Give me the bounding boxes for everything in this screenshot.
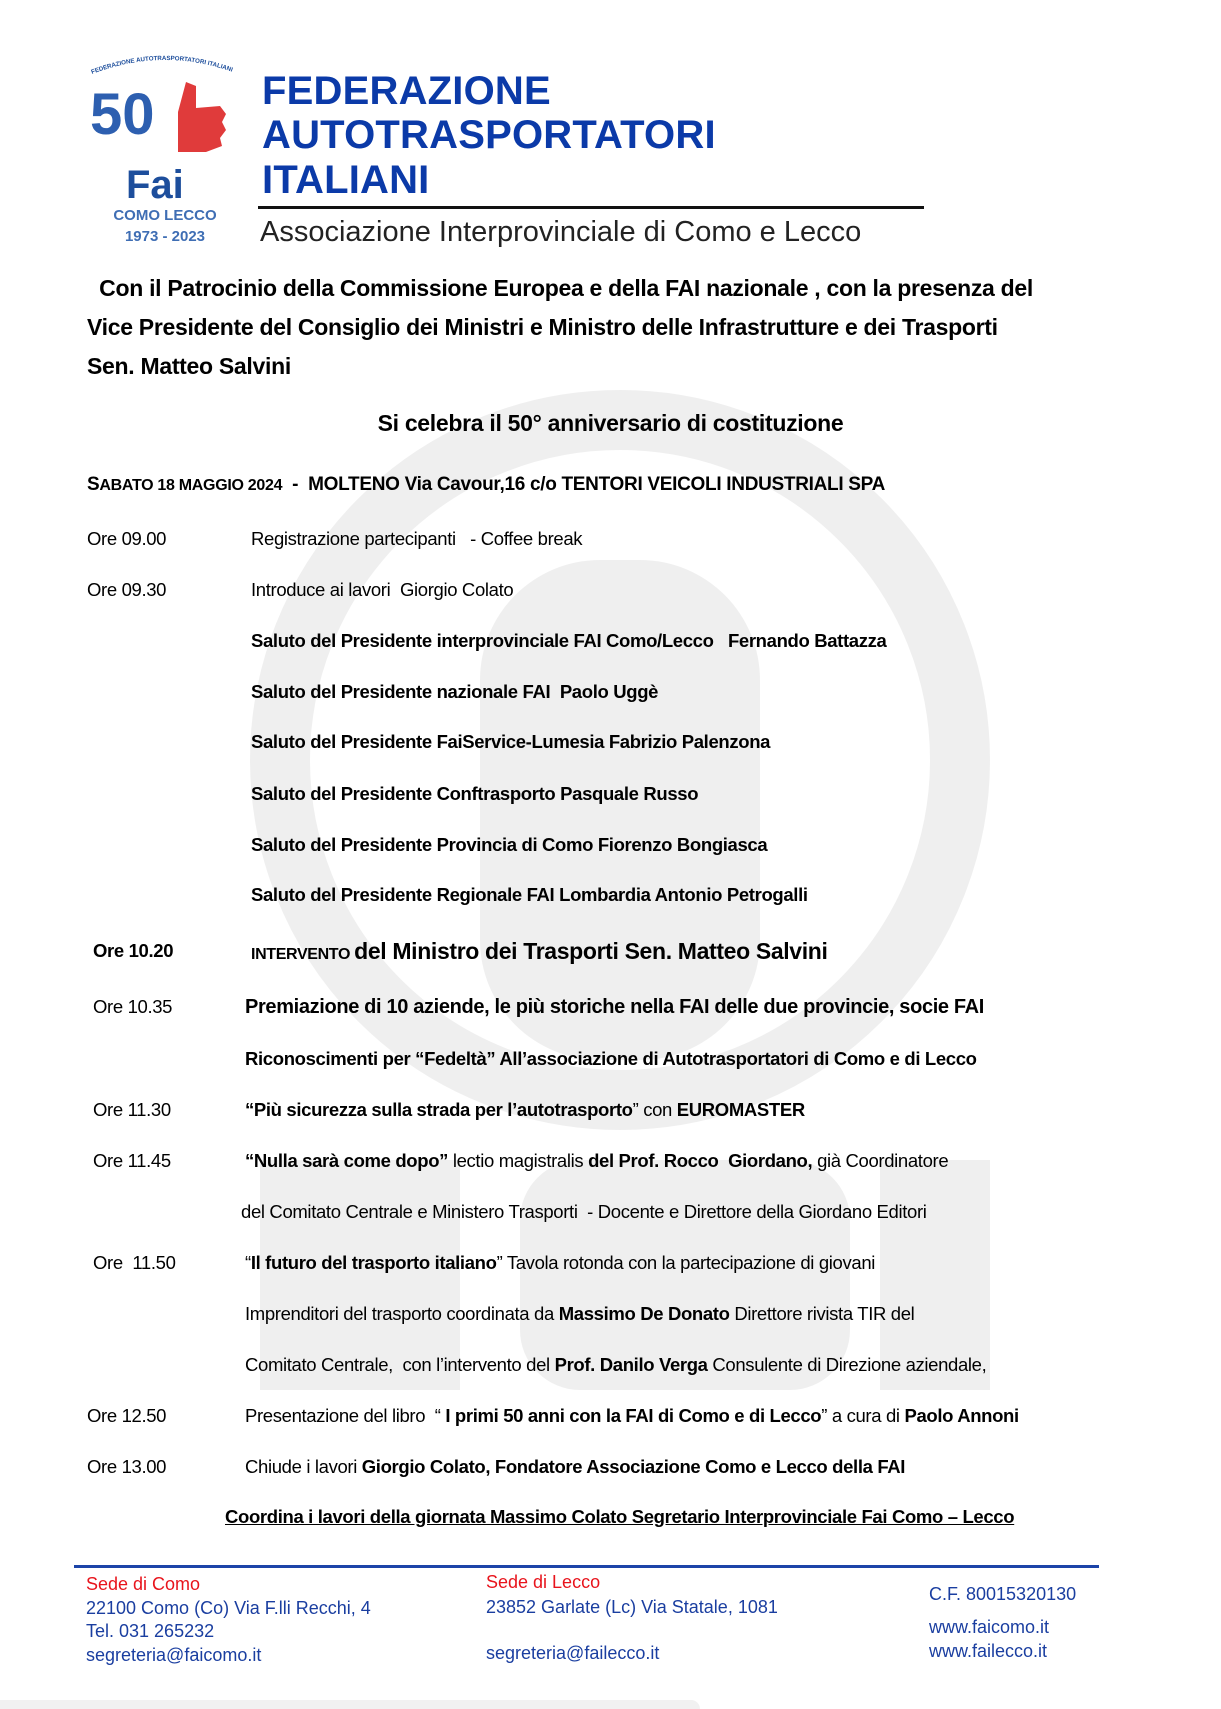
header-divider bbox=[258, 206, 924, 209]
schedule-item bbox=[245, 1048, 977, 1070]
schedule-text: lectio magistralis bbox=[448, 1150, 589, 1171]
schedule-text: Presentazione del libro “ bbox=[245, 1405, 446, 1426]
schedule-text: Introduce ai lavori Giorgio Colato bbox=[251, 579, 514, 600]
schedule-text: ” a cura di bbox=[821, 1405, 905, 1426]
schedule-item bbox=[251, 579, 513, 601]
event-location: MOLTENO Via Cavour,16 c/o TENTORI VEICOLI INDUSTRIALI SPA bbox=[308, 474, 886, 495]
org-title-line-3: ITALIANI bbox=[262, 158, 430, 202]
tax-code: C.F. 80015320130 bbox=[929, 1584, 1077, 1604]
schedule-time: Ore 13.00 bbox=[87, 1456, 167, 1477]
logo-years: 1973 - 2023 bbox=[124, 228, 206, 245]
schedule-text: Saluto del Presidente Regionale FAI Lombardia Antonio Petrogalli bbox=[251, 884, 808, 905]
schedule-text: EUROMASTER bbox=[676, 1099, 805, 1120]
coordinator-note: Coordina i lavori della giornata Massimo Colato Segretario Interprovinciale Fai Como – Lecco bbox=[225, 1506, 1015, 1527]
schedule-text: Giorgio Colato, Fondatore Associazione Como e Lecco della FAI bbox=[361, 1456, 906, 1477]
schedule-item bbox=[251, 681, 658, 703]
schedule-item bbox=[245, 1252, 875, 1274]
website-failecco[interactable]: www.failecco.it bbox=[929, 1641, 1048, 1661]
schedule-text: Saluto del Presidente Conftrasporto Pasquale Russo bbox=[251, 783, 699, 804]
event-date-initial: S bbox=[87, 474, 100, 495]
fai-logo bbox=[86, 52, 244, 247]
schedule-time: Ore 09.30 bbox=[87, 579, 167, 600]
como-email[interactable]: segreteria@faicomo.it bbox=[86, 1645, 262, 1665]
celebration-heading: Si celebra il 50° anniversario di costituzione bbox=[377, 410, 844, 436]
schedule-item bbox=[251, 630, 886, 652]
schedule-text: Saluto del Presidente nazionale FAI Paolo Uggè bbox=[251, 681, 659, 702]
logo-ring-text: FEDERAZIONE AUTOTRASPORTATORI ITALIANI bbox=[90, 54, 234, 76]
como-office-label: Sede di Como bbox=[86, 1574, 201, 1594]
schedule-text: Chiude i lavori bbox=[245, 1456, 362, 1477]
schedule-text: Saluto del Presidente FaiService-Lumesia Fabrizio Palenzona bbox=[251, 731, 771, 752]
schedule-text: già Coordinatore bbox=[812, 1150, 949, 1171]
org-subtitle: Associazione Interprovinciale di Como e Lecco bbox=[260, 216, 862, 248]
schedule-text: ” Tavola rotonda con la partecipazione di giovani bbox=[496, 1252, 876, 1273]
como-address: 22100 Como (Co) Via F.lli Recchi, 4 bbox=[86, 1598, 371, 1618]
org-title-line-1: FEDERAZIONE bbox=[262, 69, 551, 113]
schedule-text: Imprenditori del trasporto coordinata da bbox=[245, 1303, 559, 1324]
event-date-location bbox=[87, 474, 885, 496]
schedule-time: Ore 11.45 bbox=[93, 1150, 171, 1171]
schedule-item bbox=[251, 884, 808, 906]
schedule-item bbox=[245, 1456, 905, 1478]
schedule-text: Il futuro del trasporto italiano bbox=[250, 1252, 497, 1273]
intro-line-3: Sen. Matteo Salvini bbox=[87, 353, 291, 379]
schedule-text: Saluto del Presidente interprovinciale FAI Como/Lecco Fernando Battazza bbox=[251, 630, 887, 651]
schedule-text: Saluto del Presidente Provincia di Como Fiorenzo Bongiasca bbox=[251, 834, 768, 855]
schedule-item bbox=[245, 1405, 1019, 1427]
website-faicomo[interactable]: www.faicomo.it bbox=[929, 1617, 1050, 1637]
schedule-item bbox=[251, 731, 770, 753]
schedule-item bbox=[251, 783, 698, 805]
lecco-office-label: Sede di Lecco bbox=[486, 1572, 601, 1592]
schedule-text: Prof. Danilo Verga bbox=[554, 1354, 708, 1375]
event-separator: - bbox=[282, 474, 309, 495]
schedule-item bbox=[245, 1099, 805, 1121]
schedule-item bbox=[245, 996, 984, 1019]
event-date: ABATO 18 MAGGIO 2024 bbox=[99, 477, 283, 494]
schedule-item bbox=[251, 528, 582, 550]
schedule-text: Riconoscimenti per “Fedeltà” All’associazione di Autotrasportatori di Como e di Lecco bbox=[245, 1048, 977, 1069]
schedule-text: Consulente di Direzione aziendale, bbox=[707, 1354, 987, 1375]
schedule-text: Massimo De Donato bbox=[558, 1303, 730, 1324]
schedule-text: Direttore rivista TIR del bbox=[729, 1303, 915, 1324]
lecco-email[interactable]: segreteria@failecco.it bbox=[486, 1643, 660, 1663]
schedule-text: del Prof. Rocco Giordano, bbox=[588, 1150, 813, 1171]
schedule-text: “Più sicurezza sulla strada per l’autotrasporto bbox=[245, 1099, 633, 1120]
schedule-text: del Ministro dei Trasporti Sen. Matteo Salvini bbox=[354, 938, 828, 964]
schedule-text: “Nulla sarà come dopo” bbox=[245, 1150, 449, 1171]
schedule-item bbox=[241, 1201, 927, 1223]
lecco-address: 23852 Garlate (Lc) Via Statale, 1081 bbox=[486, 1597, 778, 1617]
schedule-text: Registrazione partecipanti - Coffee break bbox=[251, 528, 583, 549]
schedule-time: Ore 11.30 bbox=[93, 1099, 171, 1120]
logo-thumb-icon bbox=[178, 82, 226, 152]
logo-fifty: 50 bbox=[90, 82, 155, 147]
como-phone: Tel. 031 265232 bbox=[86, 1621, 215, 1641]
schedule-text: Comitato Centrale, con l’intervento del bbox=[245, 1354, 555, 1375]
org-title-line-2: AUTOTRASPORTATORI bbox=[262, 113, 716, 157]
schedule-time: Ore 10.35 bbox=[93, 996, 173, 1017]
schedule-text: “ bbox=[245, 1252, 251, 1273]
schedule-item bbox=[251, 834, 767, 856]
logo-region: COMO LECCO bbox=[113, 207, 217, 224]
schedule-time: Ore 09.00 bbox=[87, 528, 167, 549]
footer-divider bbox=[74, 1565, 1099, 1568]
schedule-item bbox=[245, 1354, 986, 1376]
schedule-time: Ore 11.50 bbox=[93, 1252, 176, 1273]
schedule-text: I primi 50 anni con la FAI di Como e di Lecco bbox=[445, 1405, 822, 1426]
schedule-text: INTERVENTO bbox=[251, 946, 355, 963]
schedule-text: ” con bbox=[632, 1099, 677, 1120]
schedule-text: del Comitato Centrale e Ministero Trasporti - Docente e Direttore della Giordano Editori bbox=[241, 1201, 927, 1222]
page-edge bbox=[0, 1700, 700, 1709]
schedule-item bbox=[245, 1303, 914, 1325]
intro-line-2: Vice Presidente del Consiglio dei Ministri e Ministro delle Infrastrutture e dei Trasporti bbox=[87, 314, 998, 340]
schedule-time: Ore 12.50 bbox=[87, 1405, 167, 1426]
schedule-time: Ore 10.20 bbox=[93, 940, 174, 961]
schedule-item bbox=[245, 1150, 948, 1172]
schedule-item bbox=[251, 938, 828, 965]
logo-brand: Fai bbox=[126, 163, 184, 207]
schedule-text: Paolo Annoni bbox=[904, 1405, 1019, 1426]
schedule-text: Premiazione di 10 aziende, le più storiche nella FAI delle due provincie, socie FAI bbox=[245, 996, 984, 1018]
intro-line-1: Con il Patrocinio della Commissione Europea e della FAI nazionale , con la presenza del bbox=[87, 275, 1033, 301]
